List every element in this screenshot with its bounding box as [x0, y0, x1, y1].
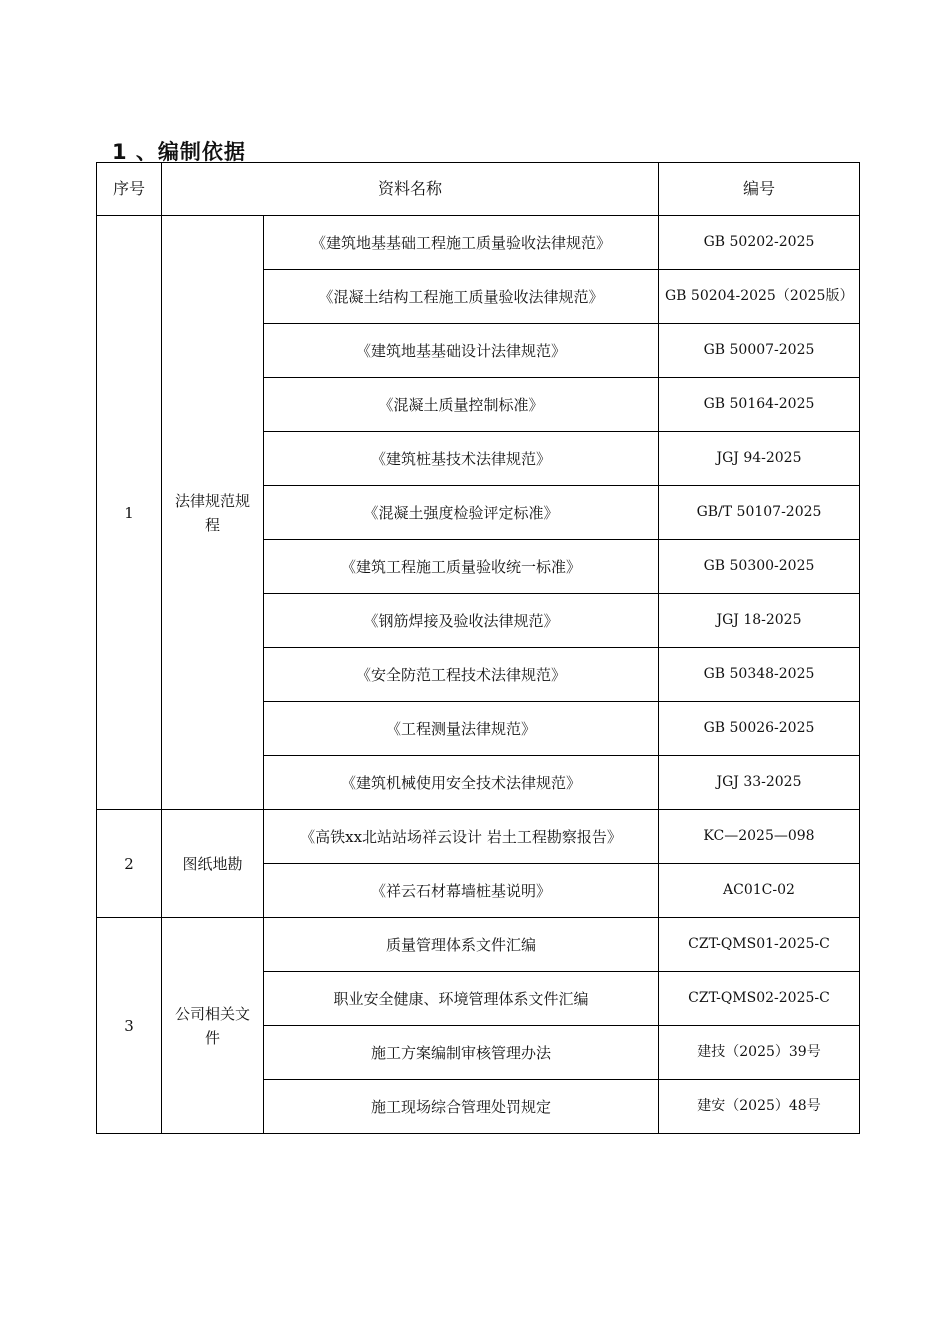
document-name: 《混凝土结构工程施工质量验收法律规范》 [264, 270, 659, 324]
document-name: 职业安全健康、环境管理体系文件汇编 [264, 972, 659, 1026]
document-code: GB 50348-2025 [659, 648, 860, 702]
header-code: 编号 [659, 163, 860, 216]
header-index: 序号 [97, 163, 162, 216]
document-code: CZT-QMS01-2025-C [659, 918, 860, 972]
document-name: 《建筑地基基础工程施工质量验收法律规范》 [264, 216, 659, 270]
document-name: 《安全防范工程技术法律规范》 [264, 648, 659, 702]
group-category: 法律规范规程 [162, 216, 264, 810]
document-name: 《工程测量法律规范》 [264, 702, 659, 756]
document-name: 《建筑桩基技术法律规范》 [264, 432, 659, 486]
document-code: 建安（2025）48号 [659, 1080, 860, 1134]
table-row [97, 918, 860, 972]
document-name: 《建筑机械使用安全技术法律规范》 [264, 756, 659, 810]
group-index: 3 [97, 918, 162, 1134]
document-name: 《建筑地基基础设计法律规范》 [264, 324, 659, 378]
document-code: CZT-QMS02-2025-C [659, 972, 860, 1026]
document-code: JGJ 18-2025 [659, 594, 860, 648]
table-row [97, 810, 860, 864]
document-code: JGJ 33-2025 [659, 756, 860, 810]
document-code: AC01C-02 [659, 864, 860, 918]
document-name: 《祥云石材幕墙桩基说明》 [264, 864, 659, 918]
document-code: KC—2025—098 [659, 810, 860, 864]
document-name: 《混凝土强度检验评定标准》 [264, 486, 659, 540]
group-index: 2 [97, 810, 162, 918]
document-code: GB 50202-2025 [659, 216, 860, 270]
reference-table [96, 162, 860, 1134]
document-code: GB 50300-2025 [659, 540, 860, 594]
group-category: 公司相关文件 [162, 918, 264, 1134]
document-code: JGJ 94-2025 [659, 432, 860, 486]
document-code: GB 50007-2025 [659, 324, 860, 378]
group-index: 1 [97, 216, 162, 810]
document-code: GB 50204-2025（2025版） [659, 270, 860, 324]
document-name: 施工方案编制审核管理办法 [264, 1026, 659, 1080]
document-name: 《高铁xx北站站场祥云设计 岩土工程勘察报告》 [264, 810, 659, 864]
document-code: GB 50026-2025 [659, 702, 860, 756]
document-name: 《混凝土质量控制标准》 [264, 378, 659, 432]
document-name: 质量管理体系文件汇编 [264, 918, 659, 972]
document-name: 施工现场综合管理处罚规定 [264, 1080, 659, 1134]
table-row [97, 216, 860, 270]
document-code: 建技（2025）39号 [659, 1026, 860, 1080]
document-code: GB 50164-2025 [659, 378, 860, 432]
document-name: 《钢筋焊接及验收法律规范》 [264, 594, 659, 648]
section-heading: 1 、编制依据 [112, 140, 246, 164]
document-code: GB/T 50107-2025 [659, 486, 860, 540]
table-header-row [97, 163, 860, 216]
header-name: 资料名称 [162, 163, 659, 216]
group-category: 图纸地勘 [162, 810, 264, 918]
document-name: 《建筑工程施工质量验收统一标准》 [264, 540, 659, 594]
